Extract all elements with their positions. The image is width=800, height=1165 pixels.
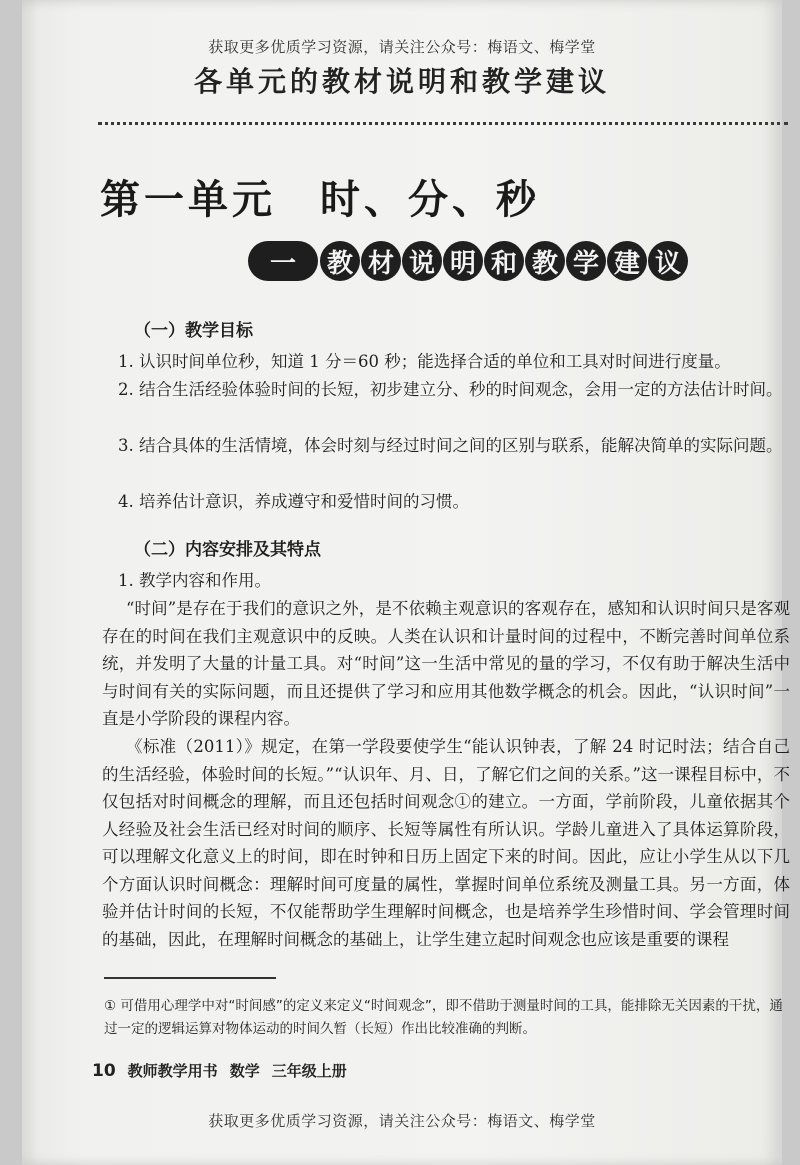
goal-item-1: 1. 认识时间单位秒，知道 1 分＝60 秒；能选择合适的单位和工具对时间进行度量。 (118, 352, 731, 371)
banner-char: 材 (361, 241, 401, 281)
banner-char: 和 (484, 241, 524, 281)
paragraph-time-concept: “时间”是存在于我们的意识之外，是不依赖主观意识的客观存在，感知和认识时间只是客观存在的时间在我们主观意识中的反映。人类在认识和计量时间的过程中，不断完善时间单位系统，并发明了大量的计量工具。对“时间”这一生活中常见的量的学习，不仅有助于解决生活中与时间有关的实际问题，而且还提供了学习和应用其他数学概念的机会。因此，“认识时间”一直是小学阶段的课程内容。 (102, 599, 790, 728)
goal-item-2: 2. 结合生活经验体验时间的长短，初步建立分、秒的时间观念，会用一定的方法估计时间。 (118, 380, 783, 399)
section-heading-goals: （一）教学目标 (134, 321, 253, 341)
watermark-bottom: 获取更多优质学习资源，请关注公众号：梅语文、梅学堂 (208, 1112, 596, 1130)
banner-char: 说 (402, 241, 442, 281)
subject-label: 数学 (229, 1062, 260, 1080)
content-subheading: 1. 教学内容和作用。 (118, 571, 271, 590)
page-number: 10 (92, 1061, 116, 1081)
watermark-top: 获取更多优质学习资源，请关注公众号：梅语文、梅学堂 (208, 38, 596, 56)
banner-char: 明 (443, 241, 483, 281)
goal-item-4: 4. 培养估计意识，养成遵守和爱惜时间的习惯。 (118, 492, 469, 511)
banner-char: 议 (648, 241, 688, 281)
banner-char: 教 (525, 241, 565, 281)
goal-item-3: 3. 结合具体的生活情境，体会时刻与经过时间之间的区别与联系，能解决简单的实际问题。 (118, 436, 783, 455)
footnote-divider (104, 977, 276, 979)
paragraph-standard: 《标准（2011）》规定，在第一学段要使学生“能认识钟表，了解 24 时记时法；结合自己的生活经验，体验时间的长短。”“认识年、月、日，了解它们之间的关系。”这一课程目标中，不仅包括对时间概念的理解，而且还包括时间观念①的建立。一方面，学前阶段，儿童依据其个人经验及社会生活已经对时间的顺序、长短等属性有所认识。学龄儿童进入了具体运算阶段，可以理解文化意义上的时间，即在时钟和日历上固定下来的时间。因此，应让小学生从以下几个方面认识时间概念：理解时间可度量的属性，掌握时间单位系统及测量工具。另一方面，体验并估计时间的长短，不仅能帮助学生理解时间概念，也是培养学生珍惜时间、学会管理时间的基础，因此，在理解时间概念的基础上，让学生建立起时间观念也应该是重要的课程 (102, 737, 790, 949)
page-footer (92, 1060, 347, 1081)
banner-char: 建 (607, 241, 647, 281)
section-banner (248, 240, 689, 282)
banner-char: 教 (320, 241, 360, 281)
banner-characters (320, 241, 689, 281)
banner-char: 学 (566, 241, 606, 281)
unit-title: 第一单元 时、分、秒 (100, 177, 540, 223)
dotted-divider (98, 122, 788, 125)
document-page (22, 0, 790, 1165)
section-heading-content: （二）内容安排及其特点 (134, 540, 321, 560)
footnote: ① 可借用心理学中对“时间感”的定义来定义“时间观念”，即不借助于测量时间的工具，能排除无关因素的干扰，通过一定的逻辑运算对物体运动的时间久暂（长短）作出比较准确的判断。 (104, 998, 783, 1037)
banner-number: 一 (248, 241, 318, 281)
book-title: 教师教学用书 (127, 1062, 218, 1080)
chapter-header-title: 各单元的教材说明和教学建议 (193, 65, 610, 98)
grade-label: 三年级上册 (271, 1062, 347, 1080)
